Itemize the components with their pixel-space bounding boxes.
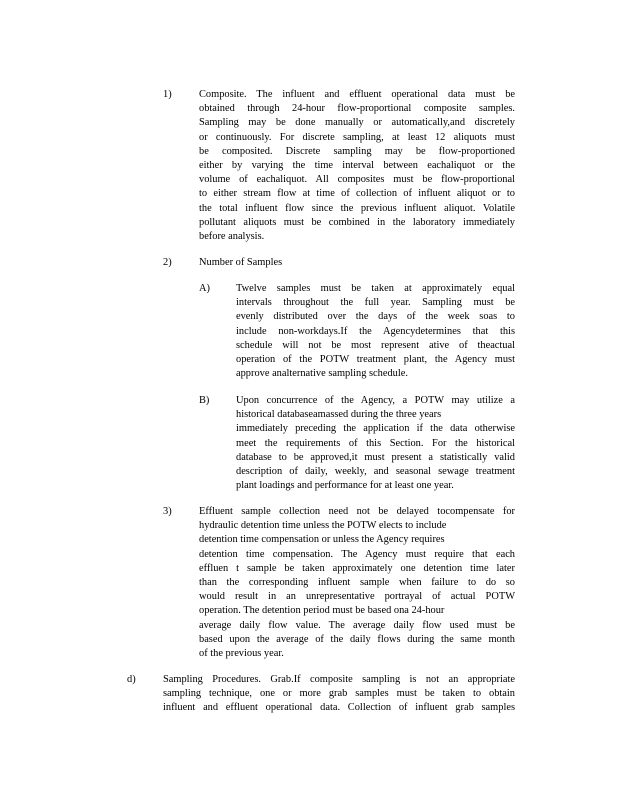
- text-line: sampling technique, one or more grab samples must be taken to obtain: [163, 688, 515, 700]
- text-line: effluen t sample be taken approximately one detention time later: [199, 562, 515, 574]
- item-marker: 1): [163, 89, 172, 100]
- item-paragraph: [236, 394, 515, 493]
- text-line: the total influent flow since the previous influent aliquot. Volatile: [199, 202, 515, 214]
- item-paragraph: [236, 282, 515, 381]
- text-line: detention time compensation or unless the Agency requires: [199, 534, 445, 546]
- text-line: Composite. The influent and effluent operational data must be: [199, 89, 515, 100]
- item-marker: A): [199, 283, 210, 294]
- text-line: volume of eachaliquot. All composites must be flow-proportional: [199, 174, 515, 186]
- text-line: pollutant aliquots must be combined in the laboratory immediately: [199, 216, 515, 228]
- text-line: evenly distributed over the days of the week soas to: [236, 311, 515, 323]
- item-marker: B): [199, 395, 210, 406]
- text-line: database to be approved,it must present a statistically valid: [236, 451, 515, 463]
- text-line: average daily flow value. The average daily flow used must be: [199, 619, 515, 631]
- text-line: than the corresponding influent sample when failure to do so: [199, 577, 515, 589]
- text-line: historical databaseamassed during the three years: [236, 409, 442, 421]
- text-line: Sampling Procedures. Grab.If composite sampling is not an appropriate: [163, 674, 515, 685]
- text-line: Sampling may be done manually or automatically,and discretely: [199, 117, 515, 129]
- text-line: detention time compensation. The Agency must require that each: [199, 548, 515, 560]
- text-line: immediately preceding the application if the data otherwise: [236, 423, 515, 435]
- text-line: Number of Samples: [199, 257, 283, 268]
- text-line: Effluent sample collection need not be delayed tocompensate for: [199, 506, 515, 517]
- text-line: plant loadings and performance for at least one year.: [236, 480, 454, 492]
- text-line: description of daily, weekly, and seasonal sewage treatment: [236, 466, 515, 478]
- text-line: influent and effluent operational data. Collection of influent grab samples: [163, 702, 515, 714]
- text-line: operation of the POTW treatment plant, the Agency must: [236, 354, 515, 366]
- text-line: include non-workdays.If the Agencydetermines that this: [236, 325, 515, 337]
- item-heading: [199, 256, 515, 270]
- item-paragraph: [199, 88, 515, 244]
- text-line: intervals throughout the full year. Sampling must be: [236, 297, 515, 309]
- item-marker: 2): [163, 257, 172, 268]
- text-line: based upon the average of the daily flows during the same month: [199, 633, 515, 645]
- text-line: schedule will not be most represent ative of theactual: [236, 339, 515, 351]
- text-line: hydraulic detention time unless the POTW elects to include: [199, 520, 447, 532]
- item-paragraph: [199, 505, 515, 661]
- text-line: meet the requirements of this Section. For the historical: [236, 437, 515, 449]
- item-marker: 3): [163, 506, 172, 517]
- text-line: Upon concurrence of the Agency, a POTW may utilize a: [236, 395, 515, 406]
- text-line: or continuously. For discrete sampling, at least 12 aliquots must: [199, 131, 515, 143]
- text-line: approve analternative sampling schedule.: [236, 368, 408, 380]
- text-line: would result in an unrepresentative portrayal of actual POTW: [199, 591, 515, 603]
- text-line: obtained through 24-hour flow-proportional composite samples.: [199, 103, 515, 115]
- text-line: Twelve samples must be taken at approximately equal: [236, 283, 515, 294]
- item-paragraph: [163, 673, 515, 716]
- text-line: to either stream flow at time of collection of influent aliquot or to: [199, 188, 515, 200]
- text-line: be composited. Discrete sampling may be flow-proportioned: [199, 145, 515, 157]
- text-line: before analysis.: [199, 231, 265, 243]
- text-line: either by varying the time interval between eachaliquot or the: [199, 160, 515, 172]
- text-line: operation. The detention period must be based ona 24-hour: [199, 605, 445, 617]
- item-marker: d): [127, 674, 136, 685]
- text-line: of the previous year.: [199, 648, 284, 660]
